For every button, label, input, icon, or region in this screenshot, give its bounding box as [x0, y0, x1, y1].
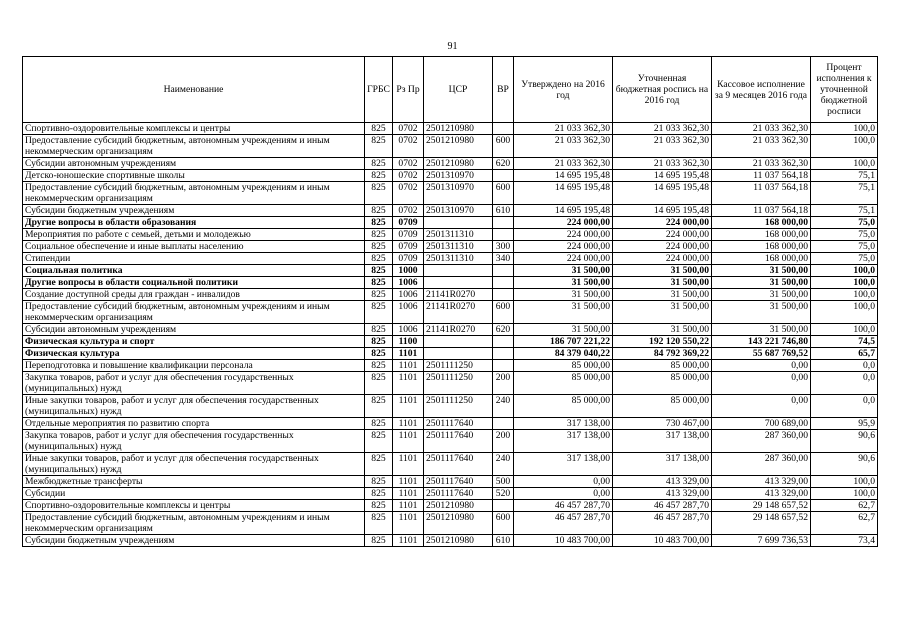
cell-rzpr: 0709 [393, 241, 424, 253]
cell-name: Социальное обеспечение и иные выплаты населению [23, 241, 365, 253]
cell-vr: 610 [493, 205, 514, 217]
cell-percent: 75,0 [811, 253, 878, 265]
cell-rzpr: 0702 [393, 123, 424, 135]
cell-rzpr: 0702 [393, 135, 424, 158]
cell-rzpr: 1101 [393, 453, 424, 476]
cell-csr: 2501210980 [424, 158, 493, 170]
cell-vr: 340 [493, 253, 514, 265]
cell-percent: 0,0 [811, 372, 878, 395]
cell-grbs: 825 [365, 430, 393, 453]
cell-name: Создание доступной среды для граждан - инвалидов [23, 289, 365, 301]
header-approved: Утверждено на 2016 год [514, 57, 613, 123]
cell-vr [493, 229, 514, 241]
cell-name: Иные закупки товаров, работ и услуг для обеспечения государственных (муниципальных) нужд [23, 453, 365, 476]
table-row [23, 253, 878, 265]
cell-vr [493, 336, 514, 348]
cell-refined: 31 500,00 [613, 265, 712, 277]
header-vr: ВР [493, 57, 514, 123]
header-refined: Уточненная бюджетная роспись на 2016 год [613, 57, 712, 123]
header-rzpr: Рз Пр [393, 57, 424, 123]
cell-rzpr: 1101 [393, 348, 424, 360]
cell-rzpr: 1101 [393, 535, 424, 547]
cell-approved: 31 500,00 [514, 265, 613, 277]
cell-approved: 317 138,00 [514, 430, 613, 453]
cell-percent: 100,0 [811, 476, 878, 488]
cell-rzpr: 1101 [393, 500, 424, 512]
cell-grbs: 825 [365, 158, 393, 170]
cell-name: Спортивно-оздоровительные комплексы и центры [23, 500, 365, 512]
cell-grbs: 825 [365, 476, 393, 488]
cell-csr: 21141R0270 [424, 289, 493, 301]
cell-vr [493, 360, 514, 372]
cell-rzpr: 0702 [393, 170, 424, 182]
cell-rzpr: 1101 [393, 476, 424, 488]
cell-vr [493, 348, 514, 360]
cell-rzpr: 1101 [393, 488, 424, 500]
cell-refined: 10 483 700,00 [613, 535, 712, 547]
cell-vr [493, 217, 514, 229]
cell-grbs: 825 [365, 453, 393, 476]
cell-cash: 31 500,00 [712, 277, 811, 289]
cell-percent: 62,7 [811, 512, 878, 535]
cell-refined: 14 695 195,48 [613, 182, 712, 205]
cell-grbs: 825 [365, 395, 393, 418]
cell-refined: 31 500,00 [613, 289, 712, 301]
table-row [23, 348, 878, 360]
cell-cash: 0,00 [712, 372, 811, 395]
cell-cash: 413 329,00 [712, 488, 811, 500]
cell-rzpr: 0702 [393, 205, 424, 217]
cell-vr: 240 [493, 453, 514, 476]
cell-percent: 100,0 [811, 158, 878, 170]
cell-rzpr: 1101 [393, 430, 424, 453]
cell-name: Межбюджетные трансферты [23, 476, 365, 488]
cell-grbs: 825 [365, 301, 393, 324]
table-row [23, 158, 878, 170]
table-row [23, 453, 878, 476]
cell-refined: 730 467,00 [613, 418, 712, 430]
cell-refined: 413 329,00 [613, 476, 712, 488]
header-percent: Процент исполнения к уточненной бюджетной росписи [811, 57, 878, 123]
cell-name: Другие вопросы в области образования [23, 217, 365, 229]
cell-percent: 95,9 [811, 418, 878, 430]
cell-csr: 2501311310 [424, 229, 493, 241]
cell-refined: 31 500,00 [613, 324, 712, 336]
header-cash: Кассовое исполнение за 9 месяцев 2016 года [712, 57, 811, 123]
cell-csr: 2501311310 [424, 241, 493, 253]
cell-rzpr: 1000 [393, 265, 424, 277]
cell-approved: 31 500,00 [514, 324, 613, 336]
cell-percent: 75,0 [811, 229, 878, 241]
cell-grbs: 825 [365, 241, 393, 253]
cell-name: Переподготовка и повышение квалификации персонала [23, 360, 365, 372]
cell-vr: 200 [493, 372, 514, 395]
cell-name: Субсидии автономным учреждениям [23, 158, 365, 170]
cell-approved: 31 500,00 [514, 301, 613, 324]
cell-percent: 100,0 [811, 265, 878, 277]
cell-name: Социальная политика [23, 265, 365, 277]
cell-refined: 224 000,00 [613, 241, 712, 253]
cell-cash: 11 037 564,18 [712, 182, 811, 205]
cell-csr: 21141R0270 [424, 324, 493, 336]
cell-cash: 168 000,00 [712, 241, 811, 253]
cell-csr: 2501210980 [424, 135, 493, 158]
cell-vr: 620 [493, 324, 514, 336]
table-row [23, 289, 878, 301]
table-row [23, 476, 878, 488]
cell-rzpr: 1006 [393, 289, 424, 301]
cell-percent: 100,0 [811, 277, 878, 289]
cell-refined: 85 000,00 [613, 395, 712, 418]
table-row [23, 360, 878, 372]
cell-cash: 31 500,00 [712, 324, 811, 336]
cell-grbs: 825 [365, 229, 393, 241]
header-csr: ЦСР [424, 57, 493, 123]
cell-vr: 200 [493, 430, 514, 453]
cell-rzpr: 0709 [393, 253, 424, 265]
page-number: 91 [447, 41, 458, 52]
cell-approved: 31 500,00 [514, 289, 613, 301]
cell-vr: 520 [493, 488, 514, 500]
cell-percent: 74,5 [811, 336, 878, 348]
table-row [23, 488, 878, 500]
cell-name: Физическая культура и спорт [23, 336, 365, 348]
header-grbs: ГРБС [365, 57, 393, 123]
cell-cash: 0,00 [712, 395, 811, 418]
cell-grbs: 825 [365, 123, 393, 135]
cell-refined: 317 138,00 [613, 430, 712, 453]
cell-csr: 2501210980 [424, 535, 493, 547]
cell-approved: 21 033 362,30 [514, 123, 613, 135]
table-row [23, 512, 878, 535]
cell-csr: 2501210980 [424, 123, 493, 135]
cell-refined: 14 695 195,48 [613, 205, 712, 217]
cell-percent: 0,0 [811, 395, 878, 418]
table-row [23, 205, 878, 217]
cell-cash: 168 000,00 [712, 253, 811, 265]
cell-grbs: 825 [365, 348, 393, 360]
cell-percent: 0,0 [811, 360, 878, 372]
cell-approved: 46 457 287,70 [514, 500, 613, 512]
table-row [23, 277, 878, 289]
header-name: Наименование [23, 57, 365, 123]
cell-approved: 31 500,00 [514, 277, 613, 289]
cell-name: Отдельные мероприятия по развитию спорта [23, 418, 365, 430]
cell-approved: 317 138,00 [514, 418, 613, 430]
cell-percent: 90,6 [811, 430, 878, 453]
cell-approved: 46 457 287,70 [514, 512, 613, 535]
cell-vr: 620 [493, 158, 514, 170]
table-row [23, 217, 878, 229]
cell-rzpr: 1006 [393, 301, 424, 324]
cell-percent: 65,7 [811, 348, 878, 360]
cell-percent: 100,0 [811, 301, 878, 324]
cell-approved: 14 695 195,48 [514, 170, 613, 182]
cell-vr: 300 [493, 241, 514, 253]
cell-refined: 31 500,00 [613, 301, 712, 324]
cell-cash: 21 033 362,30 [712, 123, 811, 135]
table-body [23, 123, 878, 547]
table-row [23, 372, 878, 395]
cell-csr: 21141R0270 [424, 301, 493, 324]
cell-rzpr: 1100 [393, 336, 424, 348]
cell-grbs: 825 [365, 265, 393, 277]
cell-name: Субсидии бюджетным учреждениям [23, 205, 365, 217]
cell-name: Закупка товаров, работ и услуг для обеспечения государственных (муниципальных) нужд [23, 372, 365, 395]
cell-csr: 2501111250 [424, 372, 493, 395]
cell-refined: 85 000,00 [613, 360, 712, 372]
cell-approved: 85 000,00 [514, 360, 613, 372]
cell-rzpr: 1006 [393, 277, 424, 289]
cell-refined: 21 033 362,30 [613, 123, 712, 135]
cell-grbs: 825 [365, 170, 393, 182]
cell-percent: 100,0 [811, 488, 878, 500]
cell-grbs: 825 [365, 253, 393, 265]
cell-approved: 0,00 [514, 476, 613, 488]
cell-grbs: 825 [365, 418, 393, 430]
table-header-row [23, 57, 878, 123]
table-row [23, 182, 878, 205]
cell-csr [424, 348, 493, 360]
cell-csr: 2501210980 [424, 512, 493, 535]
cell-refined: 21 033 362,30 [613, 158, 712, 170]
cell-cash: 31 500,00 [712, 289, 811, 301]
cell-refined: 192 120 550,22 [613, 336, 712, 348]
cell-refined: 317 138,00 [613, 453, 712, 476]
cell-percent: 100,0 [811, 324, 878, 336]
cell-rzpr: 1101 [393, 372, 424, 395]
cell-percent: 75,0 [811, 241, 878, 253]
table-row [23, 301, 878, 324]
cell-approved: 85 000,00 [514, 372, 613, 395]
cell-rzpr: 0702 [393, 158, 424, 170]
cell-cash: 29 148 657,52 [712, 500, 811, 512]
table-row [23, 324, 878, 336]
cell-cash: 287 360,00 [712, 430, 811, 453]
cell-percent: 75,1 [811, 205, 878, 217]
cell-grbs: 825 [365, 512, 393, 535]
budget-execution-table [22, 56, 878, 547]
cell-percent: 100,0 [811, 123, 878, 135]
cell-cash: 21 033 362,30 [712, 158, 811, 170]
cell-grbs: 825 [365, 217, 393, 229]
table-row [23, 500, 878, 512]
cell-cash: 11 037 564,18 [712, 170, 811, 182]
table-row [23, 229, 878, 241]
cell-refined: 224 000,00 [613, 253, 712, 265]
cell-grbs: 825 [365, 324, 393, 336]
cell-csr: 2501210980 [424, 500, 493, 512]
cell-approved: 21 033 362,30 [514, 135, 613, 158]
cell-csr [424, 217, 493, 229]
cell-grbs: 825 [365, 535, 393, 547]
cell-rzpr: 0709 [393, 229, 424, 241]
cell-approved: 224 000,00 [514, 241, 613, 253]
cell-rzpr: 0709 [393, 217, 424, 229]
table-row [23, 535, 878, 547]
table-row [23, 430, 878, 453]
cell-grbs: 825 [365, 500, 393, 512]
cell-percent: 75,0 [811, 217, 878, 229]
table-row [23, 241, 878, 253]
cell-cash: 287 360,00 [712, 453, 811, 476]
cell-rzpr: 1101 [393, 418, 424, 430]
cell-refined: 21 033 362,30 [613, 135, 712, 158]
table-row [23, 418, 878, 430]
cell-name: Другие вопросы в области социальной политики [23, 277, 365, 289]
cell-vr [493, 170, 514, 182]
cell-refined: 413 329,00 [613, 488, 712, 500]
cell-name: Закупка товаров, работ и услуг для обеспечения государственных (муниципальных) нужд [23, 430, 365, 453]
cell-name: Иные закупки товаров, работ и услуг для обеспечения государственных (муниципальных) нужд [23, 395, 365, 418]
cell-grbs: 825 [365, 205, 393, 217]
cell-name: Физическая культура [23, 348, 365, 360]
cell-name: Предоставление субсидий бюджетным, автономным учреждениям и иным некоммерческим организациям [23, 512, 365, 535]
cell-vr [493, 123, 514, 135]
cell-vr: 600 [493, 135, 514, 158]
cell-refined: 46 457 287,70 [613, 512, 712, 535]
table-row [23, 170, 878, 182]
cell-cash: 21 033 362,30 [712, 135, 811, 158]
cell-vr: 610 [493, 535, 514, 547]
cell-percent: 75,1 [811, 170, 878, 182]
cell-name: Субсидии бюджетным учреждениям [23, 535, 365, 547]
cell-vr: 600 [493, 182, 514, 205]
table-row [23, 395, 878, 418]
cell-name: Стипендии [23, 253, 365, 265]
cell-cash: 7 699 736,53 [712, 535, 811, 547]
cell-percent: 62,7 [811, 500, 878, 512]
cell-csr: 2501310970 [424, 170, 493, 182]
cell-cash: 31 500,00 [712, 265, 811, 277]
cell-cash: 143 221 746,80 [712, 336, 811, 348]
cell-csr [424, 265, 493, 277]
cell-percent: 100,0 [811, 135, 878, 158]
cell-percent: 73,4 [811, 535, 878, 547]
cell-cash: 0,00 [712, 360, 811, 372]
cell-approved: 224 000,00 [514, 229, 613, 241]
cell-grbs: 825 [365, 289, 393, 301]
cell-cash: 29 148 657,52 [712, 512, 811, 535]
cell-grbs: 825 [365, 488, 393, 500]
cell-cash: 168 000,00 [712, 229, 811, 241]
cell-name: Мероприятия по работе с семьей, детьми и молодежью [23, 229, 365, 241]
cell-approved: 186 707 221,22 [514, 336, 613, 348]
cell-name: Спортивно-оздоровительные комплексы и центры [23, 123, 365, 135]
cell-rzpr: 1101 [393, 360, 424, 372]
cell-grbs: 825 [365, 372, 393, 395]
cell-grbs: 825 [365, 182, 393, 205]
cell-approved: 85 000,00 [514, 395, 613, 418]
cell-approved: 10 483 700,00 [514, 535, 613, 547]
cell-approved: 224 000,00 [514, 253, 613, 265]
cell-refined: 224 000,00 [613, 229, 712, 241]
table-row [23, 336, 878, 348]
cell-vr [493, 265, 514, 277]
cell-name: Предоставление субсидий бюджетным, автономным учреждениям и иным некоммерческим организациям [23, 301, 365, 324]
cell-refined: 46 457 287,70 [613, 500, 712, 512]
cell-vr [493, 277, 514, 289]
cell-approved: 224 000,00 [514, 217, 613, 229]
cell-csr: 2501310970 [424, 205, 493, 217]
cell-csr: 2501117640 [424, 418, 493, 430]
cell-cash: 700 689,00 [712, 418, 811, 430]
cell-approved: 317 138,00 [514, 453, 613, 476]
cell-vr: 600 [493, 301, 514, 324]
cell-vr [493, 289, 514, 301]
cell-csr: 2501111250 [424, 395, 493, 418]
cell-grbs: 825 [365, 360, 393, 372]
cell-csr [424, 336, 493, 348]
cell-name: Предоставление субсидий бюджетным, автономным учреждениям и иным некоммерческим организациям [23, 182, 365, 205]
table-row [23, 265, 878, 277]
cell-csr: 2501117640 [424, 430, 493, 453]
cell-csr: 2501117640 [424, 476, 493, 488]
table-row [23, 123, 878, 135]
cell-vr [493, 500, 514, 512]
cell-percent: 100,0 [811, 289, 878, 301]
cell-name: Субсидии [23, 488, 365, 500]
cell-name: Детско-юношеские спортивные школы [23, 170, 365, 182]
cell-rzpr: 1101 [393, 395, 424, 418]
cell-vr: 600 [493, 512, 514, 535]
cell-csr: 2501117640 [424, 453, 493, 476]
cell-csr: 2501111250 [424, 360, 493, 372]
cell-approved: 14 695 195,48 [514, 182, 613, 205]
cell-grbs: 825 [365, 336, 393, 348]
cell-refined: 224 000,00 [613, 217, 712, 229]
cell-grbs: 825 [365, 135, 393, 158]
cell-refined: 85 000,00 [613, 372, 712, 395]
cell-approved: 14 695 195,48 [514, 205, 613, 217]
cell-approved: 21 033 362,30 [514, 158, 613, 170]
cell-percent: 90,6 [811, 453, 878, 476]
cell-cash: 31 500,00 [712, 301, 811, 324]
cell-csr: 2501117640 [424, 488, 493, 500]
cell-rzpr: 1006 [393, 324, 424, 336]
table-row [23, 135, 878, 158]
cell-refined: 14 695 195,48 [613, 170, 712, 182]
cell-cash: 168 000,00 [712, 217, 811, 229]
cell-refined: 31 500,00 [613, 277, 712, 289]
cell-vr [493, 418, 514, 430]
cell-csr: 2501310970 [424, 182, 493, 205]
cell-vr: 240 [493, 395, 514, 418]
cell-rzpr: 1101 [393, 512, 424, 535]
cell-percent: 75,1 [811, 182, 878, 205]
cell-csr: 2501311310 [424, 253, 493, 265]
cell-cash: 413 329,00 [712, 476, 811, 488]
cell-vr: 500 [493, 476, 514, 488]
cell-refined: 84 792 369,22 [613, 348, 712, 360]
cell-approved: 0,00 [514, 488, 613, 500]
cell-csr [424, 277, 493, 289]
cell-name: Предоставление субсидий бюджетным, автономным учреждениям и иным некоммерческим организациям [23, 135, 365, 158]
cell-approved: 84 379 040,22 [514, 348, 613, 360]
cell-cash: 55 687 769,52 [712, 348, 811, 360]
cell-name: Субсидии автономным учреждениям [23, 324, 365, 336]
cell-rzpr: 0702 [393, 182, 424, 205]
cell-grbs: 825 [365, 277, 393, 289]
cell-cash: 11 037 564,18 [712, 205, 811, 217]
